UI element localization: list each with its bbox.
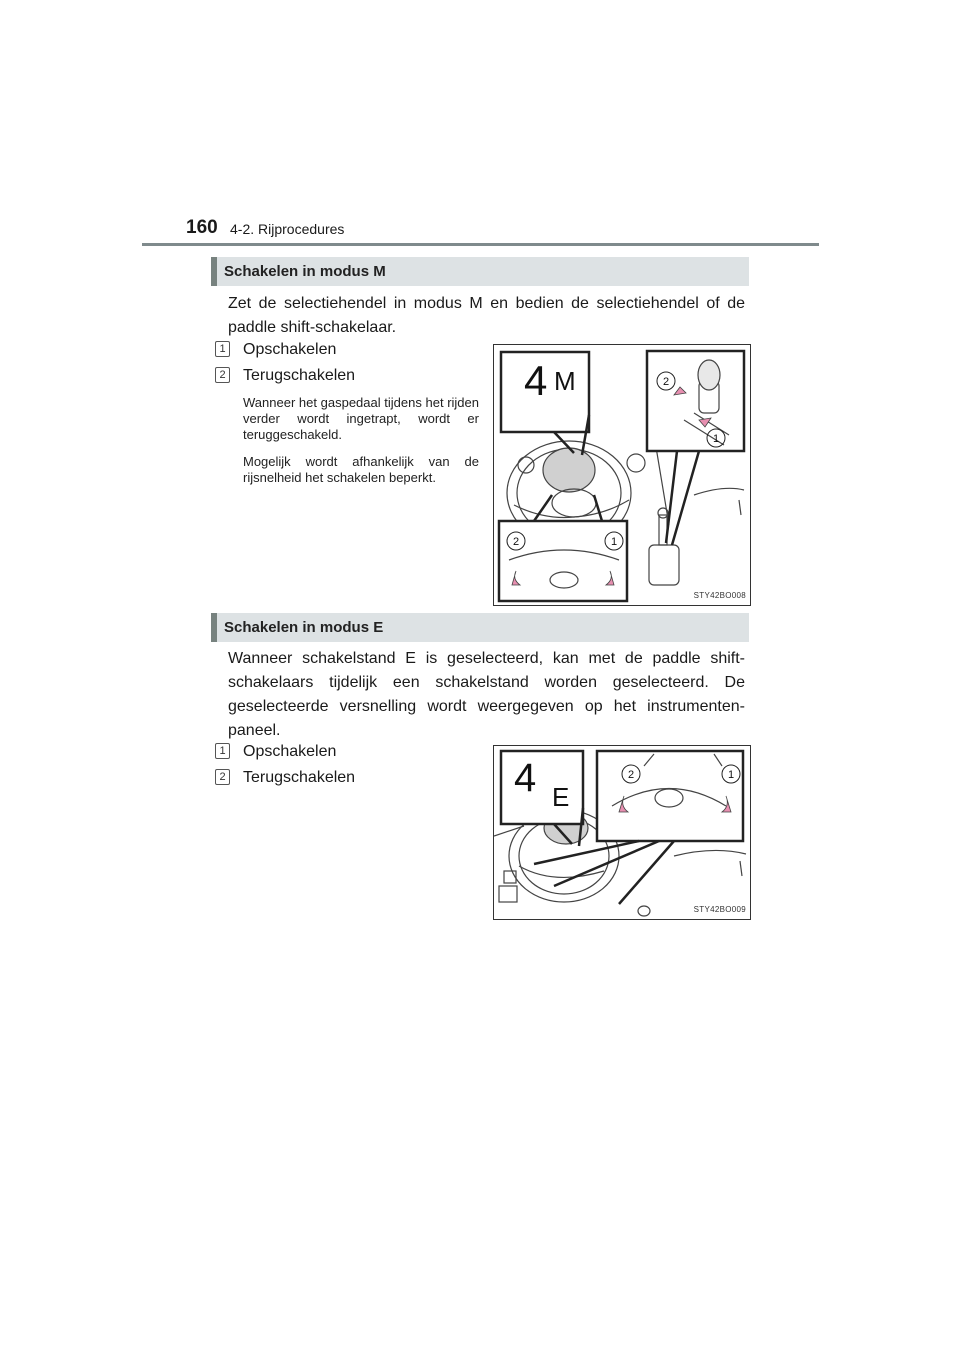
figure-mode-e-illustration [494, 746, 750, 919]
item-downshift-label: Terugschakelen [243, 769, 356, 786]
item-number-badge: 2 [215, 769, 230, 785]
svg-text:2: 2 [662, 376, 670, 388]
svg-text:1: 1 [610, 536, 618, 548]
figure-e-gear-text: 4 [514, 756, 537, 800]
section-m-header [211, 257, 749, 286]
section-e-intro: Wanneer schakelstand E is geselecteerd, kan met de paddle shift-schakelaars tijdelijk een schakelstand worden geselecteerd. De geselecteerde versnelling wordt weergegeven op het instrumenten-paneel. [228, 650, 745, 739]
section-m-marker [211, 257, 217, 286]
item-upshift-label: Opschakelen [243, 341, 337, 358]
figure-m-mode-text: M [554, 366, 576, 396]
item-number-badge: 1 [215, 743, 230, 759]
figure-e-code: STY42BO009 [693, 905, 746, 914]
section-e-header [211, 613, 749, 642]
note-speed-limit: Mogelijk wordt afhankelijk van de rijsnelheid het schakelen beperkt. [243, 454, 479, 485]
svg-text:1: 1 [712, 433, 720, 445]
page-number: 160 [186, 217, 218, 238]
section-e-marker [211, 613, 217, 642]
svg-text:2: 2 [627, 769, 635, 781]
item-number-badge: 1 [215, 341, 230, 357]
item-downshift-label: Terugschakelen [243, 367, 356, 384]
figure-m-code: STY42BO008 [693, 591, 746, 600]
item-upshift-label: Opschakelen [243, 743, 337, 760]
header-rule [142, 243, 819, 246]
note-kickdown: Wanneer het gaspedaal tijdens het rijden verder wordt ingetrapt, wordt er teruggeschakeld. [243, 395, 479, 442]
figure-m-gear-text: 4 [524, 357, 548, 404]
figure-e-mode-text: E [552, 782, 570, 812]
item-number-badge: 2 [215, 367, 230, 383]
figure-mode-m [493, 344, 751, 606]
figure-mode-m-illustration [494, 345, 750, 605]
svg-text:1: 1 [727, 769, 735, 781]
section-m-title: Schakelen in modus M [224, 263, 386, 280]
section-m-intro: Zet de selectiehendel in modus M en bedien de selectiehendel of de paddle shift-schakelaar. [228, 295, 745, 336]
figure-mode-e [493, 745, 751, 920]
svg-text:2: 2 [512, 536, 520, 548]
section-breadcrumb: 4-2. Rijprocedures [230, 221, 345, 237]
section-e-title: Schakelen in modus E [224, 619, 384, 636]
